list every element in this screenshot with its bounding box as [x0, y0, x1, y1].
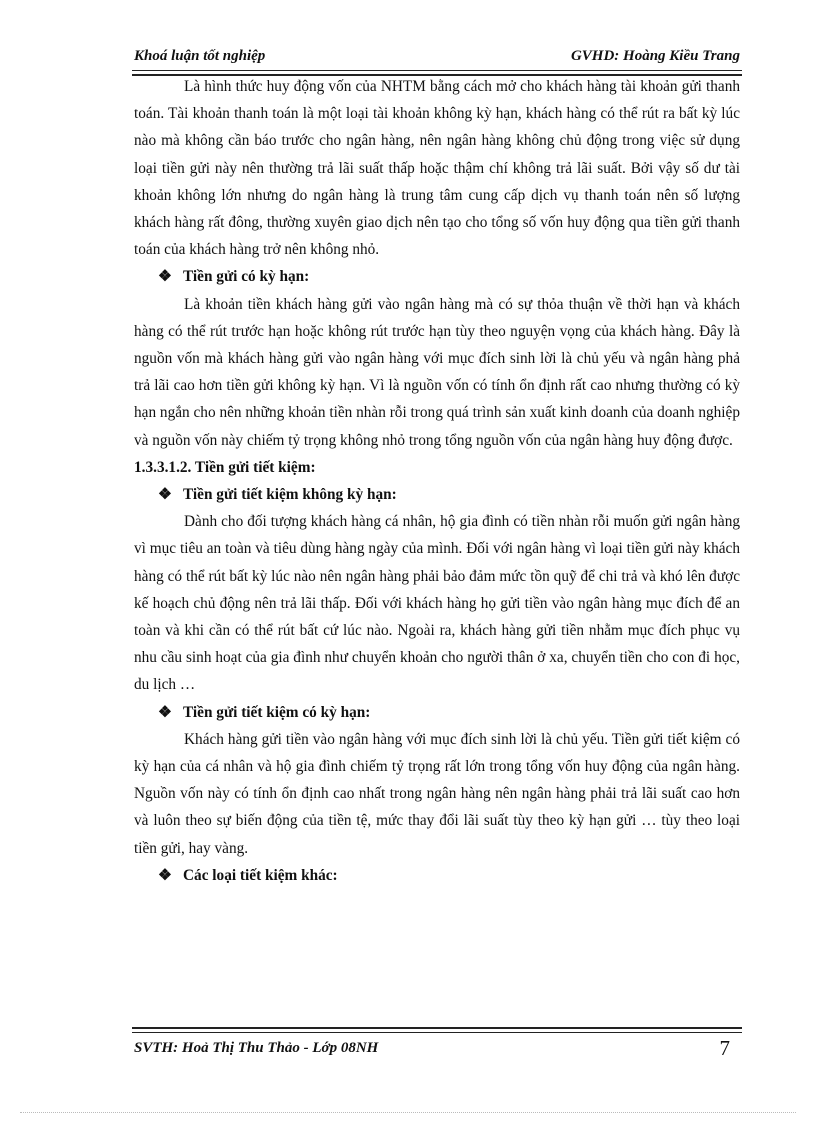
- bullet-savings-term-label: Tiền gửi tiết kiệm có kỳ hạn:: [183, 703, 371, 721]
- bullet-savings-no-term-label: Tiền gửi tiết kiệm không kỳ hạn:: [183, 486, 397, 504]
- body-text: [134, 73, 740, 889]
- four-pointed-star-bullet-icon: ❖: [158, 486, 172, 504]
- paragraph-savings-term: Khách hàng gửi tiền vào ngân hàng với mục đích sinh lời là chủ yếu. Tiền gửi tiết kiệm có kỳ hạn của cá nhân và hộ gia đình chiếm tỷ trọng rất lớn trong tổng vốn huy động của ngân hàng. Nguồn vốn này có tính ổn định cao nhất trong ngân hàng nên ngân hàng phải trả lãi suất cao hơn và luôn theo sự biến động của tiền tệ, mức thay đổi lãi suất tùy theo kỳ hạn gửi … tùy theo loại tiền gửi, hay vàng.: [134, 730, 740, 857]
- bullet-other-savings-label: Các loại tiết kiệm khác:: [183, 866, 338, 884]
- section-heading-savings: 1.3.3.1.2. Tiền gửi tiết kiệm:: [134, 458, 316, 476]
- four-pointed-star-bullet-icon: ❖: [158, 703, 172, 721]
- four-pointed-star-bullet-icon: ❖: [158, 268, 172, 286]
- bullet-savings-term: [134, 699, 740, 726]
- paragraph-savings-no-term: Dành cho đối tượng khách hàng cá nhân, hộ gia đình có tiền nhàn rỗi muốn gửi ngân hàng vì mục tiêu an toàn và tiêu dùng hàng ngày của mình. Đối với ngân hàng vì loại tiền gửi này khách hàng có thể rút bất kỳ lúc nào nên ngân hàng phải bảo đảm mức tồn quỹ để chi trả và khó lên được kế hoạch chủ động nên trả lãi thấp. Đối với khách hàng họ gửi tiền vào ngân hàng mục đích để an toàn và khi cần có thể rút bất cứ lúc nào. Ngoài ra, khách hàng gửi tiền nhằm mục đích phục vụ nhu cầu sinh hoạt của gia đình như chuyển khoản cho người thân ở xa, chuyển tiền cho con đi học, du lịch …: [134, 513, 740, 694]
- bullet-other-savings: [134, 862, 740, 889]
- bullet-term-deposit: [134, 263, 740, 290]
- header-rule: [132, 70, 742, 71]
- bullet-savings-no-term: [134, 481, 740, 508]
- page-header: [134, 48, 740, 70]
- four-pointed-star-bullet-icon: ❖: [158, 866, 172, 884]
- footer-student-info: SVTH: Hoả Thị Thu Thảo - Lớp 08NH: [134, 1040, 379, 1056]
- page-number: 7: [719, 1036, 730, 1060]
- header-thesis-title: Khoá luận tốt nghiệp: [134, 48, 266, 64]
- page-footer: [134, 1036, 740, 1060]
- footer-rule-thick: [132, 1027, 742, 1029]
- bullet-term-deposit-label: Tiền gửi có kỳ hạn:: [183, 268, 310, 286]
- paragraph-term-deposit: Là khoản tiền khách hàng gửi vào ngân hàng mà có sự thỏa thuận về thời hạn và khách hàng có thể rút trước hạn hoặc không rút trước hạn tùy theo nguyện vọng của khách hàng. Đây là nguồn vốn mà khách hàng gửi vào ngân hàng với mục đích sinh lời là chủ yếu và ngân hàng phả trả lãi cao hơn tiền gửi không kỳ hạn. Vì là nguồn vốn có tính ổn định rất cao nhưng thường có kỳ hạn ngắn cho nên những khoản tiền nhàn rỗi trong quá trình sản xuất kinh doanh của doanh nghiệp và nguồn vốn này chiếm tỷ trọng không nhỏ trong tổng nguồn vốn của ngân hàng huy động được.: [134, 295, 740, 449]
- paragraph-demand-deposit: Là hình thức huy động vốn của NHTM bằng cách mở cho khách hàng tài khoản gửi thanh toán. Tài khoản thanh toán là một loại tài khoản không kỳ hạn, khách hàng có thể rút ra bất kỳ lúc nào mà không cần báo trước cho ngân hàng, nên ngân hàng không chủ động trong việc sử dụng loại tiền gửi này nên thường trả lãi suất thấp hoặc thậm chí không trả lãi suất. Bởi vậy số dư tài khoản không lớn nhưng do ngân hàng là trung tâm cung cấp dịch vụ thanh toán nên số lượng khách hàng rất đông, thường xuyên giao dịch nên tạo cho tổng số vốn huy động qua tiền gửi thanh toán của khách hàng trở nên không nhỏ.: [134, 78, 740, 259]
- page-bottom-dotted-line: [20, 1112, 796, 1113]
- header-advisor: GVHD: Hoàng Kiều Trang: [570, 48, 740, 64]
- footer-rule: [132, 1032, 742, 1033]
